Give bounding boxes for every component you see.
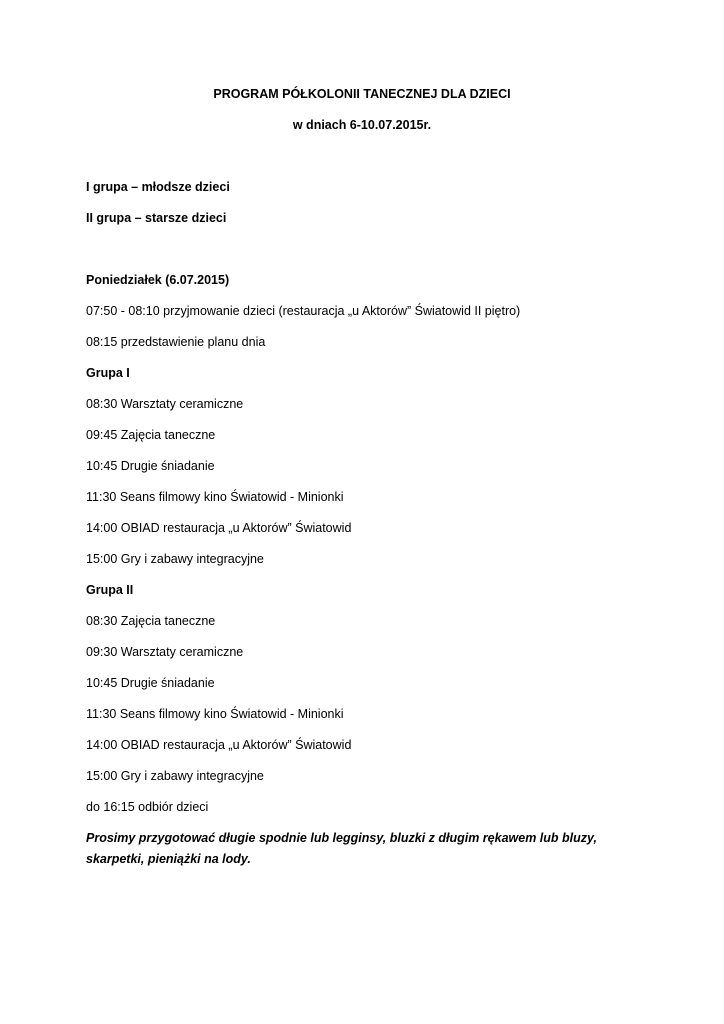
day-heading: Poniedziałek (6.07.2015) bbox=[86, 273, 230, 287]
schedule-item: 11:30 Seans filmowy kino Światowid - Minionki bbox=[86, 490, 344, 504]
group2-description: II grupa – starsze dzieci bbox=[86, 211, 227, 225]
schedule-item: 09:30 Warsztaty ceramiczne bbox=[86, 645, 244, 659]
document-title: PROGRAM PÓŁKOLONII TANECZNEJ DLA DZIECI bbox=[213, 87, 511, 101]
schedule-item: 09:45 Zajęcia taneczne bbox=[86, 428, 216, 442]
parents-note: Prosimy przygotować długie spodnie lub legginsy, bluzki z długim rękawem lub bluzy, skarpetki, pieniążki na lody. bbox=[86, 831, 597, 866]
schedule-item: 08:30 Zajęcia taneczne bbox=[86, 614, 216, 628]
group1-description: I grupa – młodsze dzieci bbox=[86, 180, 230, 194]
schedule-item: 11:30 Seans filmowy kino Światowid - Minionki bbox=[86, 707, 344, 721]
document-dates: w dniach 6-10.07.2015r. bbox=[292, 118, 432, 132]
schedule-item: 15:00 Gry i zabawy integracyjne bbox=[86, 769, 264, 783]
schedule-item: 08:15 przedstawienie planu dnia bbox=[86, 335, 266, 349]
schedule-item: 10:45 Drugie śniadanie bbox=[86, 459, 215, 473]
group1-heading: Grupa I bbox=[86, 366, 130, 380]
schedule-item: 08:30 Warsztaty ceramiczne bbox=[86, 397, 244, 411]
schedule-item: 14:00 OBIAD restauracja „u Aktorów” Światowid bbox=[86, 521, 352, 535]
group2-heading: Grupa II bbox=[86, 583, 134, 597]
schedule-item: 10:45 Drugie śniadanie bbox=[86, 676, 215, 690]
schedule-item: 15:00 Gry i zabawy integracyjne bbox=[86, 552, 264, 566]
schedule-item: 07:50 - 08:10 przyjmowanie dzieci (restauracja „u Aktorów” Światowid II piętro) bbox=[86, 304, 521, 318]
schedule-item: 14:00 OBIAD restauracja „u Aktorów” Światowid bbox=[86, 738, 352, 752]
pickup-time: do 16:15 odbiór dzieci bbox=[86, 800, 209, 814]
